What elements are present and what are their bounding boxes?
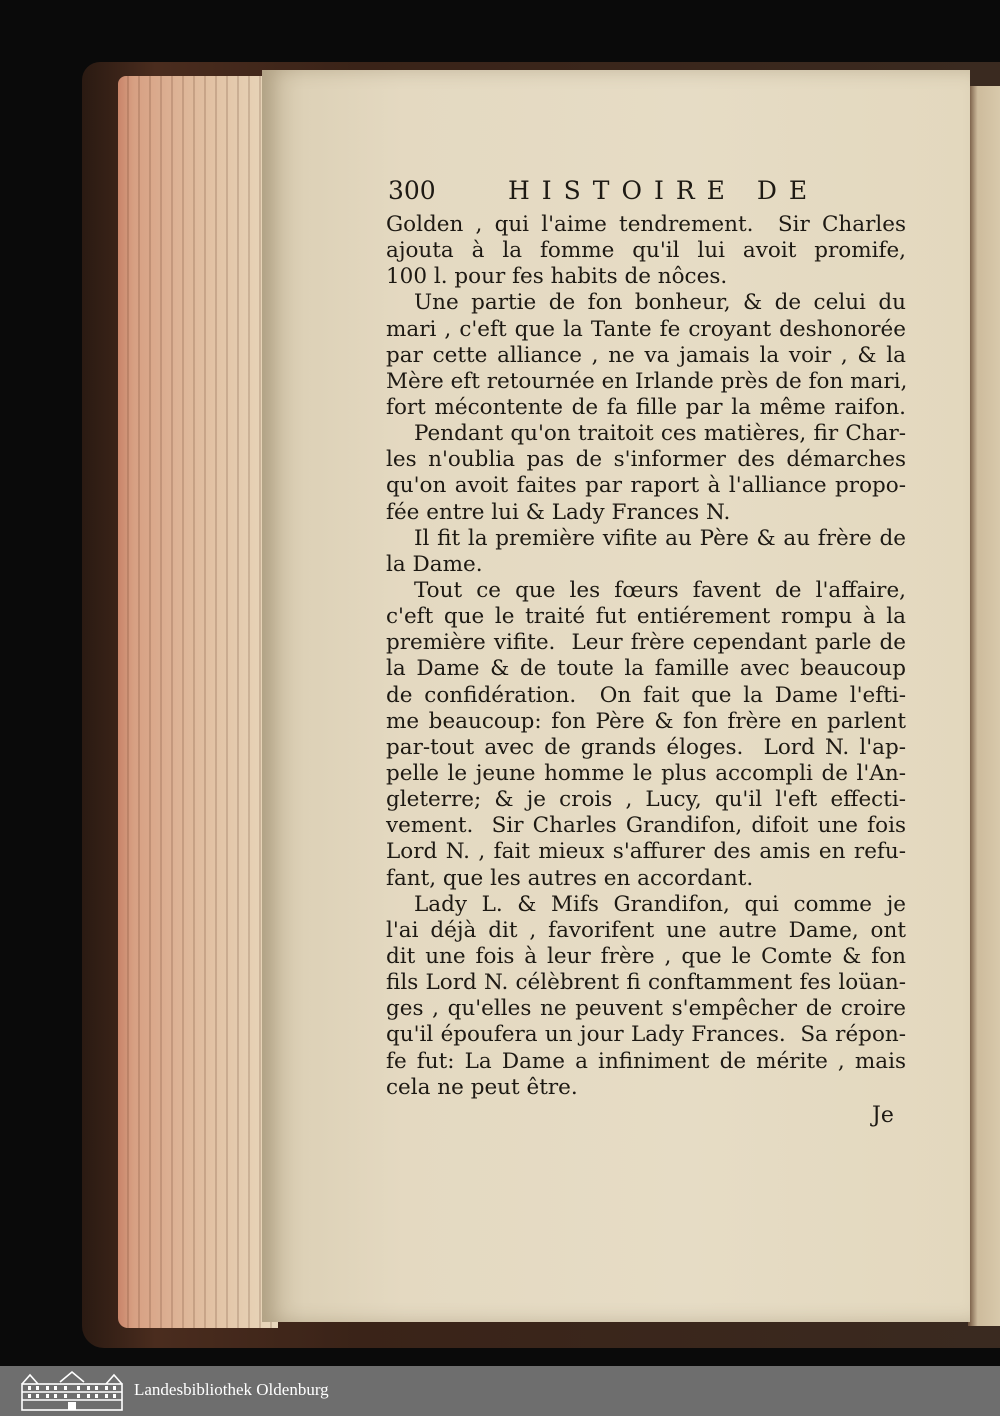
text-line: mari , c'eft que la Tante fe croyant deshonorée [386, 316, 906, 342]
text-line: cela ne peut être. [386, 1074, 578, 1100]
text-line: pelle le jeune homme le plus accompli de l'An- [386, 760, 906, 786]
text-line: première vifite. Leur frère cependant parle de [386, 630, 906, 656]
text-line: fils Lord N. célèbrent fi conftamment fes loüan- [386, 970, 906, 996]
text-line: Mère eft retournée en Irlande près de fon mari, [386, 368, 908, 394]
text-line: fant, que les autres en accordant. [386, 865, 754, 891]
text-line: par-tout avec de grands éloges. Lord N. l'ap- [386, 734, 906, 760]
text-line: 100 l. pour fes habits de nôces. [386, 264, 728, 290]
text-line: gleterre; & je crois , Lucy, qu'il l'eft effecti- [386, 787, 906, 813]
text-line: les n'oublia pas de s'informer des démarches [386, 447, 906, 473]
text-line: Golden , qui l'aime tendrement. Sir Charles [386, 212, 906, 237]
facing-page-edge [968, 86, 1000, 1326]
text-line: Une partie de fon bonheur, & de celui du [414, 290, 906, 316]
running-head [388, 176, 908, 210]
text-line: qu'il époufera un jour Lady Frances. Sa répon- [386, 1022, 906, 1048]
text-line: fe fut: La Dame a infiniment de mérite , mais [386, 1048, 906, 1074]
text-line: la Dame. [386, 551, 483, 577]
body-text [386, 212, 906, 1101]
text-line: fort mécontente de fa fille par la même raifon. [386, 394, 906, 420]
catchword: Je [872, 1103, 894, 1128]
library-name: Landesbibliothek Oldenburg [134, 1380, 329, 1399]
text-line: Il fit la première vifite au Père & au frère de [414, 525, 906, 551]
text-line: la Dame & de toute la famille avec beaucoup [386, 656, 906, 682]
text-line: vement. Sir Charles Grandifon, difoit une fois [386, 813, 906, 839]
text-line: ges , qu'elles ne peuvent s'empêcher de croire [386, 996, 906, 1022]
page-number: 300 [388, 176, 436, 205]
text-line: ajouta à la fomme qu'il lui avoit promife, [386, 238, 906, 264]
text-line: Lady L. & Mifs Grandifon, qui comme je [414, 891, 906, 917]
page-edges [118, 76, 278, 1328]
text-line: l'ai déjà dit , favorifent une autre Dame, ont [386, 917, 906, 943]
running-title: HISTOIRE DE [508, 176, 820, 205]
text-line: dit une fois à leur frère , que le Comte & fon [386, 943, 906, 969]
text-line: Pendant qu'on traitoit ces matières, fir Char- [414, 421, 906, 447]
text-line: qu'on avoit faites par raport à l'alliance propo- [386, 473, 906, 499]
text-line: de confidération. On fait que la Dame l'efti- [386, 682, 906, 708]
library-building-icon [20, 1370, 124, 1412]
text-line: me beaucoup: fon Père & fon frère en parlent [386, 708, 906, 734]
text-line: par cette alliance , ne va jamais la voir , & la [386, 342, 906, 368]
text-line: fée entre lui & Lady Frances N. [386, 499, 731, 525]
text-line: Lord N. , fait mieux s'affurer des amis en refu- [386, 839, 906, 865]
text-line: Tout ce que les fœurs favent de l'affaire, [414, 577, 906, 603]
text-line: c'eft que le traité fut entiérement rompu à la [386, 604, 906, 630]
footer-bar [0, 1366, 1000, 1416]
